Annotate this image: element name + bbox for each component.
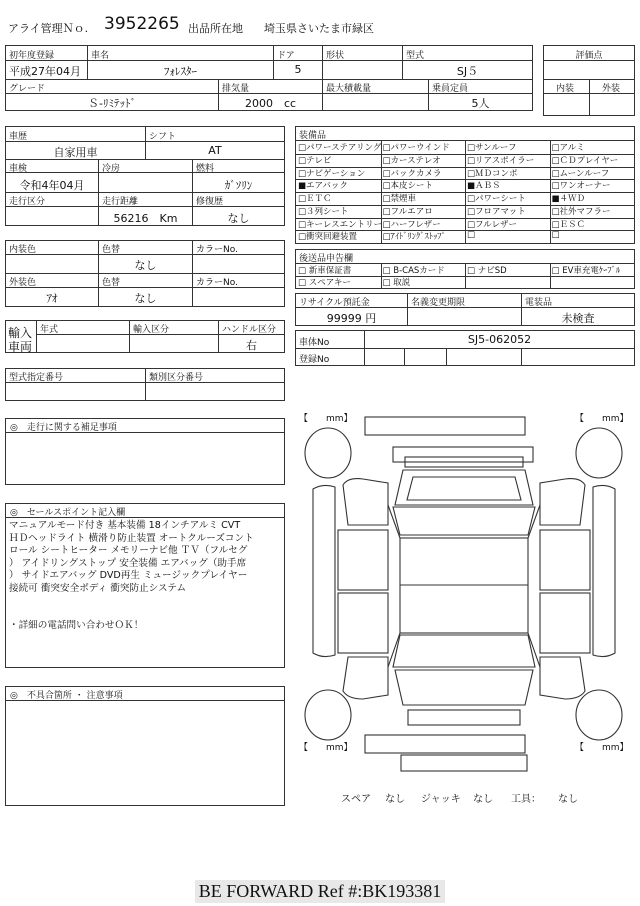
equipment-item-label: ＡＢＳ <box>475 181 501 192</box>
travel-label: 走行区分 <box>9 197 46 207</box>
equipment-item-label: 本皮シート <box>390 181 434 192</box>
unchecked-box-icon: □ <box>298 232 307 243</box>
import-class-label: 輸入区分 <box>133 325 170 335</box>
type-number-label: 型式指定番号 <box>9 373 64 383</box>
equipment-item <box>298 192 332 204</box>
equipment-item-label: ハーフレザー <box>390 219 441 230</box>
handle-value: 右 <box>246 339 257 352</box>
unchecked-box-icon: □ <box>298 194 307 204</box>
class-number-label: 類別区分番号 <box>149 373 204 383</box>
equipment-item <box>552 230 560 240</box>
equipment-item-label: ＣＤプレイヤー <box>559 155 619 166</box>
equipment-item <box>383 218 441 230</box>
unchecked-box-icon: □ <box>551 155 560 166</box>
unchecked-box-icon: □ <box>551 181 560 192</box>
car-outline-icon <box>293 405 635 785</box>
equipment-item <box>298 179 348 191</box>
ac-label: 冷房 <box>102 164 121 174</box>
door-value: 5 <box>294 63 302 76</box>
equipment-item-label: フルエアロ <box>390 206 433 217</box>
unchecked-box-icon: □ <box>382 181 391 192</box>
checked-box-icon: ■ <box>467 181 476 192</box>
shape-label: 形状 <box>326 51 345 61</box>
equipment-item <box>383 167 442 179</box>
car-damage-diagram <box>293 405 635 805</box>
defect-notes-title-text: 不具合箇所 ・ 注意事項 <box>26 691 123 701</box>
driving-notes-title <box>10 420 117 433</box>
header <box>8 14 628 38</box>
model-value: SJ５ <box>456 65 479 78</box>
tire-size-front-left: 【 mm】 <box>299 414 353 424</box>
post-delivery-item-label: 新車保証書 <box>308 266 352 276</box>
equipment-item-label: キーレスエントリー <box>306 219 383 230</box>
fuel-label: 燃料 <box>196 164 215 174</box>
equipment-item-label: バックカメラ <box>390 168 442 179</box>
rating-exterior-label: 外装 <box>602 84 621 94</box>
door-label: ドア <box>277 51 295 61</box>
equipment-item-label: リアスポイラー <box>475 155 535 166</box>
import-table <box>5 320 285 353</box>
accessories-row <box>293 790 635 804</box>
bullet-icon: ◎ <box>10 691 18 701</box>
equipment-item <box>383 230 446 242</box>
unchecked-box-icon: □ <box>467 143 476 153</box>
equipment-item-label: ＥＳＣ <box>559 219 586 230</box>
equipment-item <box>467 205 526 217</box>
unchecked-box-icon: □ <box>551 219 560 230</box>
unchecked-box-icon: □ <box>382 168 391 179</box>
equipment-item-label: ムーンルーフ <box>559 168 610 179</box>
spare-value: なし <box>385 794 405 805</box>
equipment-item <box>467 192 526 204</box>
tire-size-front-right: 【 mm】 <box>575 414 629 424</box>
post-delivery-item-label: スペアキー <box>308 278 351 288</box>
unchecked-box-icon: □ <box>382 194 391 204</box>
reg-no-label: 登録No <box>299 355 330 365</box>
unchecked-box-icon: □ <box>382 266 394 276</box>
jack-value: なし <box>473 794 493 805</box>
mileage-value: 56216 Km <box>113 212 178 225</box>
tire-size-rear-left: 【 mm】 <box>299 743 353 753</box>
equipment-item-label: フロアマット <box>475 206 526 217</box>
equipment-item <box>552 167 610 179</box>
sales-points-title <box>10 505 125 518</box>
basic-info-table <box>5 45 533 111</box>
equipment-item-label: ４ＷＤ <box>559 194 586 204</box>
deadline-label: 名義変更期限 <box>411 298 466 308</box>
unchecked-box-icon: □ <box>467 168 476 179</box>
post-delivery-item-label: ナビSD <box>477 266 507 276</box>
equipment-item <box>298 167 365 179</box>
unchecked-box-icon: □ <box>298 168 307 179</box>
rating-box <box>543 45 635 116</box>
equipment-item <box>467 141 516 153</box>
equipment-item-label: パワーシート <box>475 194 526 204</box>
unchecked-box-icon: □ <box>467 206 476 217</box>
post-delivery-table <box>295 249 635 289</box>
equipment-item-label: ＥＴＣ <box>306 194 332 204</box>
equipment-item <box>552 179 611 191</box>
body-no-value: SJ5-062052 <box>467 333 532 346</box>
equipment-item-label: ｱｲﾄﾞﾘﾝｸﾞｽﾄｯﾌﾟ <box>390 232 446 243</box>
unchecked-box-icon: □ <box>551 206 560 217</box>
equipment-item-label: ワンオーナー <box>559 181 611 192</box>
unchecked-box-icon: □ <box>298 266 309 276</box>
equipment-item <box>298 218 382 230</box>
unchecked-box-icon: □ <box>467 194 476 204</box>
import-label-1: 輸入 <box>8 326 33 340</box>
repair-label: 修復歴 <box>196 197 224 207</box>
equipment-item <box>552 192 586 204</box>
use-value: 自家用車 <box>53 146 98 159</box>
checked-box-icon: ■ <box>298 181 307 192</box>
post-delivery-item <box>298 276 351 288</box>
unchecked-box-icon: □ <box>382 143 391 153</box>
equipment-item <box>383 179 434 191</box>
equipment-item <box>298 205 349 217</box>
defect-notes-title <box>10 688 123 701</box>
post-delivery-item-label: B-CASカード <box>393 266 445 276</box>
bullet-icon: ◎ <box>10 508 18 518</box>
equipment-item-label: ナビゲーション <box>306 168 366 179</box>
rating-interior-label: 内装 <box>556 84 575 94</box>
car-name-value: ﾌｫﾚｽﾀｰ <box>164 65 197 78</box>
post-delivery-grid <box>296 264 634 288</box>
equipment-item-label: テレビ <box>306 155 332 166</box>
equipment-item <box>467 218 517 230</box>
spare-label: スペア <box>341 794 371 805</box>
unchecked-box-icon: □ <box>382 206 391 217</box>
defect-notes <box>5 686 285 806</box>
equipment-table <box>295 126 635 244</box>
unchecked-box-icon: □ <box>551 143 560 153</box>
driving-notes-title-text: 走行に関する補足事項 <box>26 423 117 433</box>
equipment-item <box>467 154 534 166</box>
equipment-item-label: 社外マフラー <box>559 206 611 217</box>
equipment-item-label: パワーウインド <box>390 143 450 153</box>
driving-notes <box>5 418 285 485</box>
unchecked-box-icon: □ <box>382 232 391 243</box>
tire-size-rear-right: 【 mm】 <box>575 743 629 753</box>
equipment-item-label: ＭＤコンポ <box>475 168 518 179</box>
inspection-value: 令和4年04月 <box>19 179 85 192</box>
post-delivery-item <box>383 276 411 288</box>
equipment-item <box>552 205 611 217</box>
ext-color-label: 外装色 <box>9 278 37 288</box>
type-number-table <box>5 368 285 401</box>
fuel-value: ｶﾞｿﾘﾝ <box>224 179 253 192</box>
rating-title: 評価点 <box>575 51 603 61</box>
body-no-label: 車体No <box>299 338 330 348</box>
post-delivery-title: 後送品申告欄 <box>299 254 354 264</box>
int-color-label: 内装色 <box>9 245 37 255</box>
equipment-item <box>467 167 518 179</box>
equipment-item-label: エアバック <box>306 181 348 192</box>
unchecked-box-icon: □ <box>298 143 307 153</box>
unchecked-box-icon: □ <box>298 278 309 288</box>
equipment-item <box>383 192 417 204</box>
footer-ref <box>0 880 640 903</box>
displacement-value: 2000 cc <box>244 97 297 110</box>
equipment-item <box>383 154 441 166</box>
unchecked-box-icon: □ <box>298 155 307 166</box>
int-change-label: 色替 <box>102 245 121 255</box>
grade-label: グレード <box>9 84 46 94</box>
capacity-label: 乗員定員 <box>432 84 469 94</box>
post-delivery-item-label: 取説 <box>393 278 411 288</box>
equipment-grid <box>296 141 634 243</box>
use-label: 車歴 <box>9 132 28 142</box>
ext-change-label: 色替 <box>102 278 121 288</box>
unchecked-box-icon: □ <box>551 266 563 276</box>
sales-points-text: マニュアルモード付き 基本装備 18インチアルミ CVT ＨＤヘッドライト 横滑り防止装置 オートクルーズコント ロール シートヒーター メモリーナビ他 ＴＶ（フルセグ ） アイドリングストップ 安全装備 エアバッグ（助手席 ） サイドエアバッグ DVD再生 ミュージックプレイヤー 接続可 衝突安全ボディ 衝突防止システム ・詳細の電話問い合わせＯＫ！ <box>9 520 254 631</box>
equipment-item <box>298 154 331 166</box>
tools-value: なし <box>558 794 578 805</box>
unchecked-box-icon: □ <box>382 155 391 166</box>
shift-value: AT <box>208 144 222 157</box>
color-table <box>5 240 285 307</box>
location-value: 埼玉県さいたま市緑区 <box>264 22 374 35</box>
chassis-table <box>295 330 635 366</box>
unchecked-box-icon: □ <box>467 266 478 276</box>
unchecked-box-icon: □ <box>382 219 391 230</box>
ext-color-value: ｱｵ <box>46 292 58 305</box>
unchecked-box-icon: □ <box>382 278 394 288</box>
equipment-item <box>467 230 475 240</box>
history-table <box>5 126 285 226</box>
displacement-label: 排気量 <box>222 84 250 94</box>
max-load-label: 最大積載量 <box>326 84 372 94</box>
post-delivery-item-label: EV車充電ｹｰﾌﾞﾙ <box>562 266 621 276</box>
equipment-item-label: アルミ <box>559 143 585 153</box>
first-reg-label: 初年度登録 <box>9 51 55 61</box>
recycle-fee-label: リサイクル預託金 <box>299 298 370 308</box>
equipment-item-label: カーステレオ <box>390 155 441 166</box>
equipment-item-label: サンルーフ <box>475 143 517 153</box>
unchecked-box-icon: □ <box>551 230 560 241</box>
car-name-label: 車名 <box>91 51 110 61</box>
equipment-item-label: フルレザー <box>475 219 517 230</box>
shift-label: シフト <box>149 132 177 142</box>
post-delivery-item <box>552 264 621 276</box>
mileage-label: 走行距離 <box>102 197 139 207</box>
equipment-item <box>467 179 501 191</box>
int-code-label: カラーNo. <box>196 245 238 255</box>
grade-value: Ｓ-ﾘﾐﾃｯﾄﾞ <box>88 97 136 110</box>
bullet-icon: ◎ <box>10 423 18 433</box>
model-label: 型式 <box>406 51 425 61</box>
recycle-fee-value: 99999 円 <box>326 312 377 325</box>
import-label-2: 車両 <box>8 340 33 354</box>
post-delivery-item <box>383 264 445 276</box>
equipment-item <box>552 141 585 153</box>
handle-label: ハンドル区分 <box>222 325 277 335</box>
ext-change-value: なし <box>134 292 157 305</box>
post-delivery-item <box>467 264 507 276</box>
jack-label: ジャッキ <box>421 794 461 805</box>
location-label: 出品所在地 <box>188 22 243 35</box>
ext-code-label: カラーNo. <box>196 278 238 288</box>
sales-points-title-text: セールスポイント記入欄 <box>26 508 126 518</box>
unchecked-box-icon: □ <box>467 155 476 166</box>
import-year-label: 年式 <box>40 325 59 335</box>
electric-value: 未検査 <box>561 312 595 325</box>
unchecked-box-icon: □ <box>551 168 560 179</box>
management-no-label: アライ管理Ｎｏ. <box>8 22 89 35</box>
unchecked-box-icon: □ <box>467 219 476 230</box>
sales-points <box>5 503 285 668</box>
unchecked-box-icon: □ <box>298 206 307 217</box>
tools-label: 工具： <box>511 794 541 805</box>
equipment-item-label: 衝突回避装置 <box>306 232 358 243</box>
inspection-label: 車検 <box>9 164 28 174</box>
equipment-item-label: パワーステアリング <box>306 143 382 153</box>
footer-ref-text: BE FORWARD Ref #:BK193381 <box>195 880 446 903</box>
equipment-item-label: ３列シート <box>306 206 349 217</box>
first-reg-value: 平成27年04月 <box>9 65 81 78</box>
unchecked-box-icon: □ <box>298 219 307 230</box>
equipment-item <box>552 154 619 166</box>
electric-label: 電装品 <box>525 298 553 308</box>
checked-box-icon: ■ <box>551 194 560 204</box>
management-no-value: 3952265 <box>104 14 180 34</box>
unchecked-box-icon: □ <box>467 230 476 241</box>
equipment-item <box>552 218 586 230</box>
equipment-item <box>298 230 357 242</box>
capacity-value: 5人 <box>471 97 490 110</box>
repair-value: なし <box>227 212 250 225</box>
recycle-table <box>295 293 635 326</box>
equipment-item <box>298 141 381 153</box>
equipment-item-label: 禁煙車 <box>390 194 417 204</box>
equipment-item <box>383 205 433 217</box>
equipment-item <box>383 141 450 153</box>
int-change-value: なし <box>134 259 157 272</box>
post-delivery-item <box>298 264 351 276</box>
equipment-title: 装備品 <box>299 131 327 141</box>
